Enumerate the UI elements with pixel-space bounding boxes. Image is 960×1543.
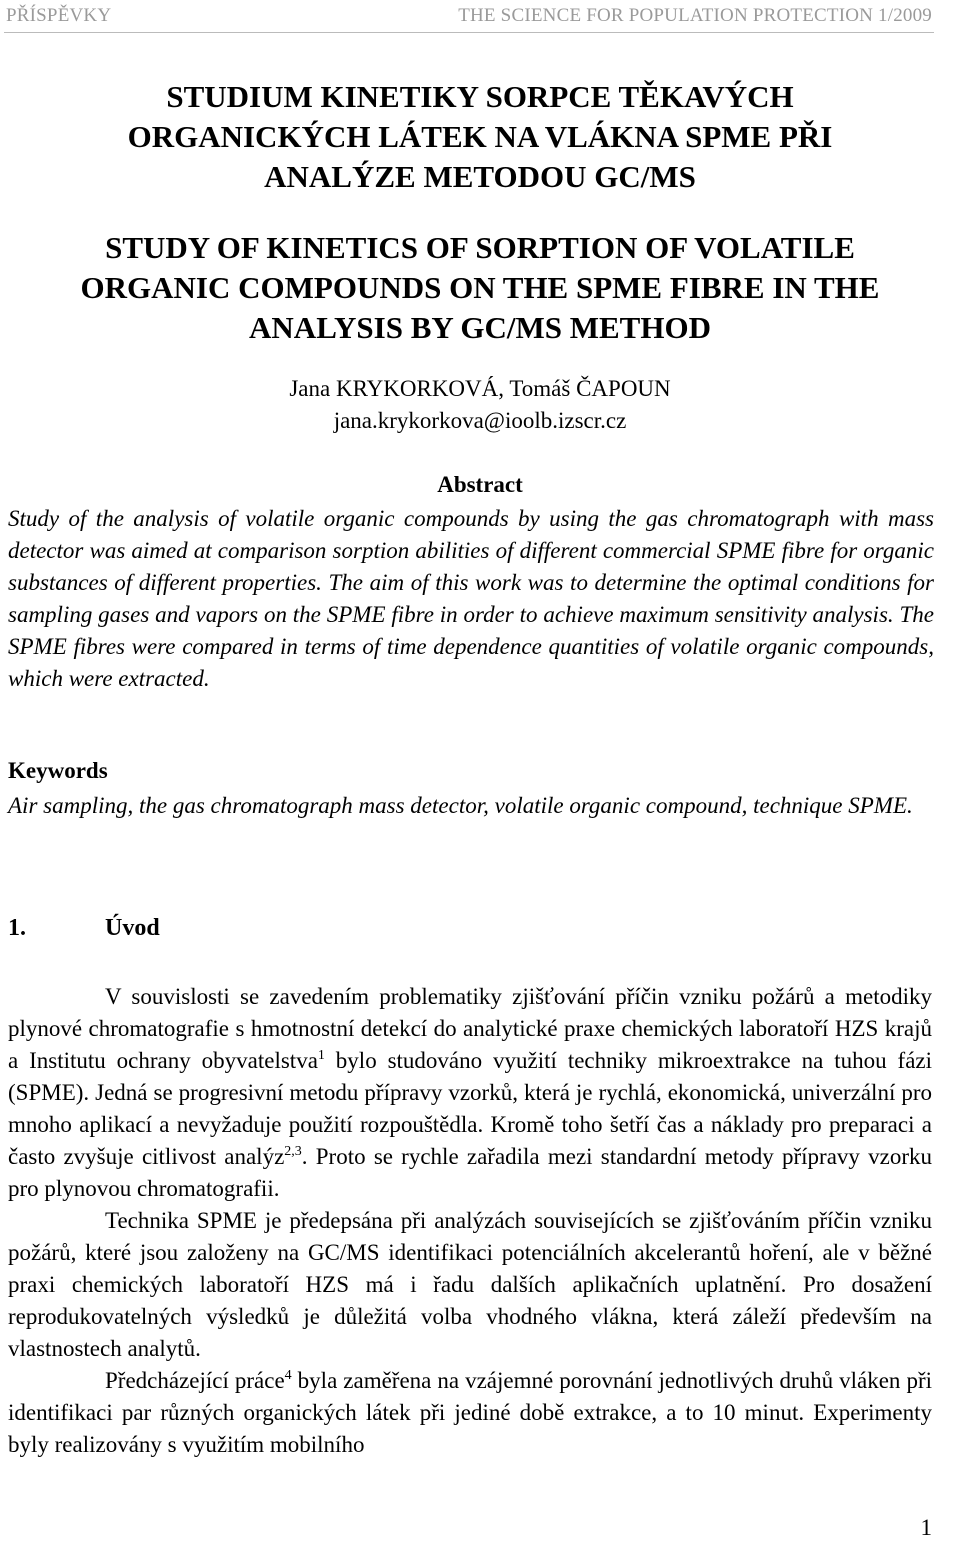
body-paragraph: Technika SPME je předepsána při analýzách souvisejících se zjišťováním příčin vzniku požárů, které jsou založeny na GC/MS identifikaci potenciálních akcelerantů hoření, ale v běžné praxi chemických laboratoří HZS má i řadu dalších aplikačních uplatnění. Pro dosažení reprodukovatelných výsledků je důležitá volba vhodného vlákna, která záleží především na vlastnostech analytů. <box>8 1208 932 1361</box>
czech-title <box>0 77 960 197</box>
header-section-label: PŘÍSPĚVKY <box>6 5 112 26</box>
header-divider <box>4 32 934 33</box>
body-paragraph <box>8 1365 932 1461</box>
citation-ref: 2,3 <box>284 1144 302 1159</box>
citation-ref: 1 <box>317 1048 325 1063</box>
english-title-line: ANALYSIS BY GC/MS METHOD <box>249 310 711 345</box>
page-number: 1 <box>920 1515 932 1540</box>
citation-ref: 4 <box>284 1368 292 1383</box>
section-number: 1. <box>8 915 26 941</box>
paragraph-text: V souvislosti se zavedením problematiky zjišťování příčin vzniku požárů a metodiky plynové chromatografie s hmotnostní detekcí do analytické praxe chemických laboratoří HZS krajů a Institutu ochrany obyvatelstva <box>8 984 932 1073</box>
czech-title-line: ANALÝZE METODOU GC/MS <box>264 159 696 194</box>
paragraph-text: bylo studováno využití techniky mikroextrakce na tuhou fázi (SPME). Jedná se progresivní metodu přípravy vzorků, která je rychlá, ekonomická, univerzální pro mnoho aplikací a nevyžaduje použití rozpouštědla. Kromě toho šetří čas a náklady pro preparaci a často zvyšuje citlivost analýz <box>8 1048 933 1169</box>
czech-title-line: ORGANICKÝCH LÁTEK NA VLÁKNA SPME PŘI <box>127 119 833 154</box>
paragraph-text: Předcházející práce <box>105 1368 285 1393</box>
author-email: jana.krykorkova@ioolb.izscr.cz <box>333 408 627 433</box>
abstract-heading: Abstract <box>437 472 523 497</box>
paragraph-text: byla zaměřena na vzájemné porovnání jednotlivých druhů vláken při identifikaci par různých organických látek při jediné době extrakce, a to 10 minut. Experimenty byly realizovány s využitím mobilního <box>8 1368 932 1457</box>
paragraph-text: . Proto se rychle zařadila mezi standardní metody přípravy vzorku pro plynovou chromatografii. <box>8 1144 932 1201</box>
header-journal-label: THE SCIENCE FOR POPULATION PROTECTION 1/2009 <box>458 5 932 26</box>
section-title: Úvod <box>105 915 160 941</box>
body-text <box>8 981 932 1461</box>
abstract-text: Study of the analysis of volatile organic compounds by using the gas chromatograph with mass detector was aimed at comparison sorption abilities of different commercial SPME fibre for organic substances of different properties. The aim of this work was to determine the optimal conditions for sampling gases and vapors on the SPME fibre in order to achieve maximum sensitivity analysis. The SPME fibres were compared in terms of time dependence quantities of volatile organic compounds, which were extracted. <box>8 506 934 691</box>
english-title-line: STUDY OF KINETICS OF SORPTION OF VOLATILE <box>105 230 855 265</box>
running-header <box>6 3 932 29</box>
author-block <box>0 373 960 437</box>
english-title <box>0 228 960 348</box>
keywords-heading: Keywords <box>8 758 108 783</box>
body-paragraph <box>8 981 932 1205</box>
author-names: Jana KRYKORKOVÁ, Tomáš ČAPOUN <box>289 376 671 401</box>
czech-title-line: STUDIUM KINETIKY SORPCE TĚKAVÝCH <box>166 79 794 114</box>
keywords-text: Air sampling, the gas chromatograph mass detector, volatile organic compound, technique SPME. <box>8 793 913 818</box>
section-heading <box>8 915 160 942</box>
english-title-line: ORGANIC COMPOUNDS ON THE SPME FIBRE IN THE <box>80 270 880 305</box>
